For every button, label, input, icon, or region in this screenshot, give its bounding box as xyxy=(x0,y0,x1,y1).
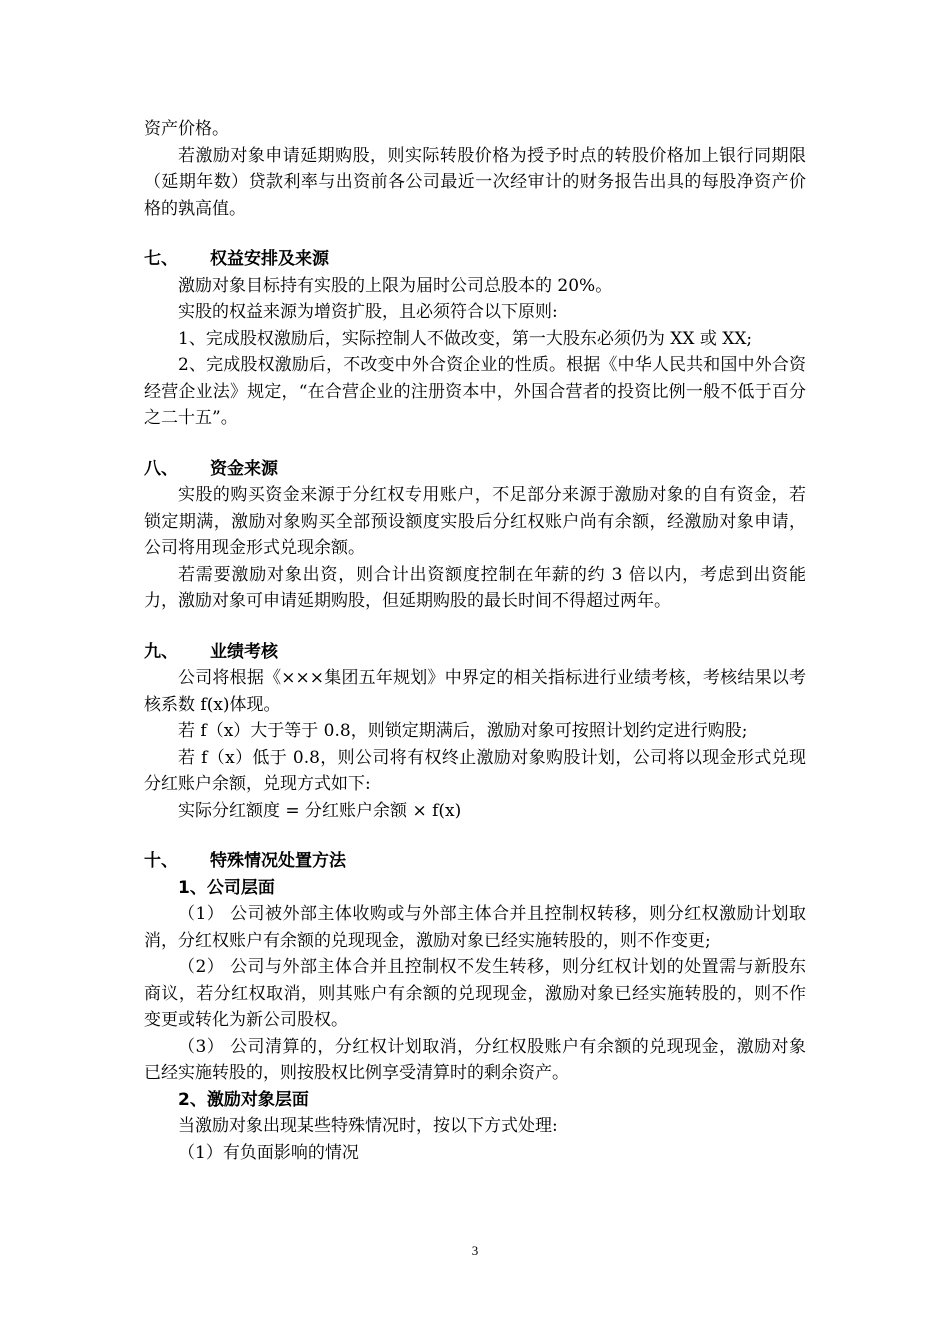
paragraph: （1）有负面影响的情况 xyxy=(178,1142,359,1163)
section-heading-7 xyxy=(144,246,806,273)
section-number: 七、 xyxy=(144,249,178,269)
document-body xyxy=(144,116,806,1166)
paragraph: （1） 公司被外部主体收购或与外部主体合并且控制权转移，则分红权激励计划取消，分红权账户有余额的兑现现金，激励对象已经实施转股的，则不作变更; xyxy=(144,904,806,951)
paragraph: 实股的购买资金来源于分红权专用账户，不足部分来源于激励对象的自有资金，若锁定期满，激励对象购买全部预设额度实股后分红权账户尚有余额，经激励对象申请，公司将用现金形式兑现余额。 xyxy=(144,485,806,558)
section-title: 资金来源 xyxy=(210,458,278,479)
section-gap xyxy=(144,432,806,456)
section-number: 八、 xyxy=(144,458,178,479)
paragraph: 公司将根据《×××集团五年规划》中界定的相关指标进行业绩考核，考核结果以考核系数 f(x)体现。 xyxy=(144,668,806,715)
section-title: 权益安排及来源 xyxy=(210,249,329,269)
paragraph: （3） 公司清算的，分红权计划取消，分红权股账户有余额的兑现现金，激励对象已经实施转股的，则按股权比例享受清算时的剩余资产。 xyxy=(144,1036,806,1083)
paragraph: 当激励对象出现某些特殊情况时，按以下方式处理: xyxy=(178,1116,558,1136)
section-heading-8 xyxy=(144,456,806,483)
subsection-heading: 1、公司层面 xyxy=(178,877,275,898)
paragraph: （2） 公司与外部主体合并且控制权不发生转移，则分红权计划的处置需与新股东商议，若分红权取消，则其账户有余额的兑现现金，激励对象已经实施转股的，则不作变更或转化为新公司股权。 xyxy=(144,957,806,1030)
section-heading-10 xyxy=(144,848,806,875)
section-number: 十、 xyxy=(144,851,178,871)
paragraph: 若 f（x）低于 0.8，则公司将有权终止激励对象购股计划，公司将以现金形式兑现分红账户余额，兑现方式如下: xyxy=(144,747,806,794)
formula-line: 实际分红额度 = 分红账户余额 × f(x) xyxy=(178,800,462,821)
section-gap xyxy=(144,615,806,639)
section-gap xyxy=(144,824,806,848)
paragraph: 若需要激励对象出资，则合计出资额度控制在年薪的约 3 倍以内，考虑到出资能力，激励对象可申请延期购股，但延期购股的最长时间不得超过两年。 xyxy=(144,564,806,611)
section-title: 特殊情况处置方法 xyxy=(210,851,346,871)
section-gap xyxy=(144,222,806,246)
paragraph: 若 f（x）大于等于 0.8，则锁定期满后，激励对象可按照计划约定进行购股; xyxy=(178,721,748,741)
paragraph: 2、完成股权激励后，不改变中外合资企业的性质。根据《中华人民共和国中外合资经营企业法》规定，“在合营企业的注册资本中，外国合营者的投资比例一般不低于百分之二十五”。 xyxy=(144,355,806,428)
paragraph: 若激励对象申请延期购股，则实际转股价格为授予时点的转股价格加上银行同期限（延期年数）贷款利率与出资前各公司最近一次经审计的财务报告出具的每股净资产价格的孰高值。 xyxy=(144,145,806,219)
paragraph: 资产价格。 xyxy=(144,119,229,139)
paragraph: 1、完成股权激励后，实际控制人不做改变，第一大股东必须仍为 XX 或 XX; xyxy=(178,328,753,349)
section-title: 业绩考核 xyxy=(210,641,278,662)
paragraph: 实股的权益来源为增资扩股，且必须符合以下原则: xyxy=(178,302,558,322)
paragraph: 激励对象目标持有实股的上限为届时公司总股本的 20%。 xyxy=(178,275,613,296)
section-number: 九、 xyxy=(144,641,178,662)
subsection-heading: 2、激励对象层面 xyxy=(178,1089,309,1110)
section-heading-9 xyxy=(144,639,806,666)
page-number: 3 xyxy=(471,1243,479,1258)
